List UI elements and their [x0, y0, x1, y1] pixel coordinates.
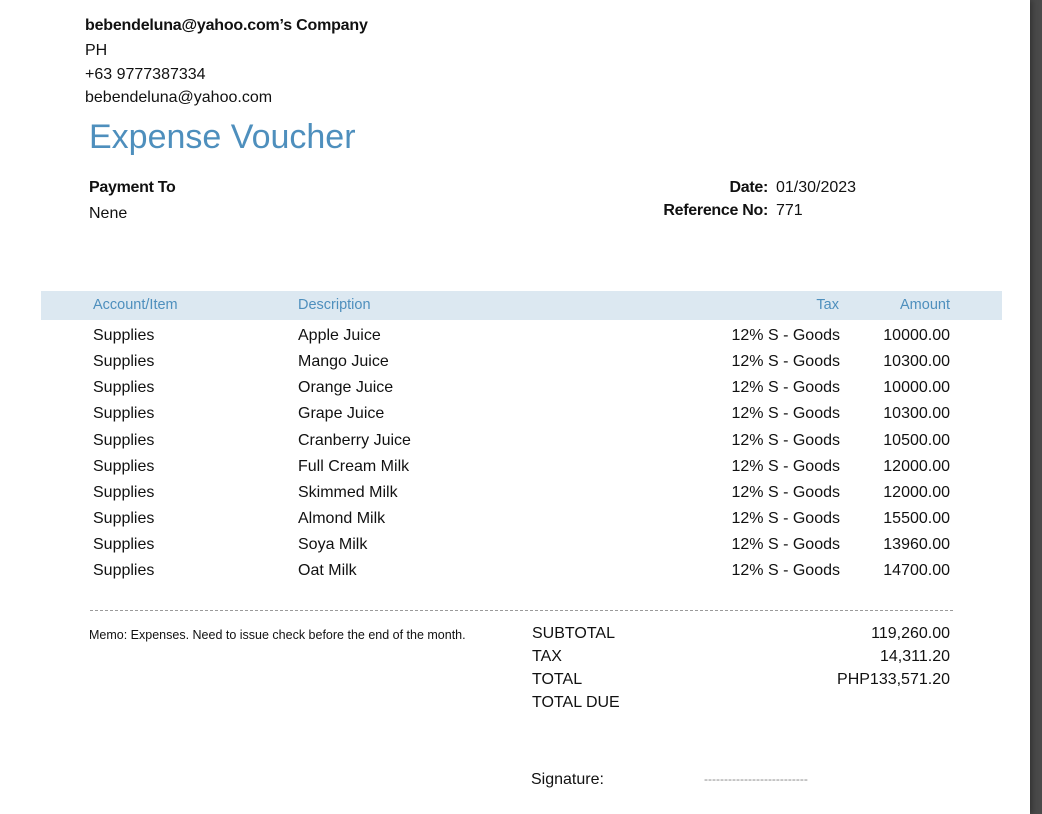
row-amount: 14700.00	[883, 562, 950, 579]
table-row	[0, 353, 1030, 379]
total-due-label: TOTAL DUE	[532, 694, 620, 711]
row-description: Mango Juice	[298, 353, 389, 370]
row-account: Supplies	[93, 510, 155, 527]
table-row	[0, 327, 1030, 353]
row-amount: 12000.00	[883, 484, 950, 501]
row-tax: 12% S - Goods	[731, 458, 840, 475]
reference-value: 771	[776, 202, 803, 219]
row-tax: 12% S - Goods	[731, 405, 840, 422]
row-description: Soya Milk	[298, 536, 368, 553]
table-row	[0, 379, 1030, 405]
row-amount: 10000.00	[883, 379, 950, 396]
row-amount: 12000.00	[883, 458, 950, 475]
row-account: Supplies	[93, 327, 155, 344]
row-amount: 10500.00	[883, 432, 950, 449]
row-account: Supplies	[93, 432, 155, 449]
row-tax: 12% S - Goods	[731, 327, 840, 344]
row-tax: 12% S - Goods	[731, 484, 840, 501]
row-account: Supplies	[93, 379, 155, 396]
table-row	[0, 536, 1030, 562]
total-value: PHP133,571.20	[837, 671, 950, 688]
table-row	[0, 562, 1030, 588]
row-description: Almond Milk	[298, 510, 386, 527]
row-tax: 12% S - Goods	[731, 379, 840, 396]
header-description: Description	[298, 297, 371, 313]
signature-label: Signature:	[531, 771, 604, 788]
row-tax: 12% S - Goods	[731, 432, 840, 449]
subtotal-label: SUBTOTAL	[532, 625, 615, 642]
row-account: Supplies	[93, 536, 155, 553]
header-amount: Amount	[900, 297, 950, 313]
header-tax: Tax	[816, 297, 839, 313]
page-title: Expense Voucher	[89, 118, 356, 156]
signature-line: --------------------------	[704, 772, 808, 786]
table-row	[0, 484, 1030, 510]
table-row	[0, 432, 1030, 458]
row-amount: 10300.00	[883, 353, 950, 370]
company-email: bebendeluna@yahoo.com	[85, 89, 273, 106]
row-account: Supplies	[93, 484, 155, 501]
row-description: Orange Juice	[298, 379, 394, 396]
tax-label: TAX	[532, 648, 562, 665]
row-tax: 12% S - Goods	[731, 536, 840, 553]
table-row	[0, 510, 1030, 536]
date-value: 01/30/2023	[776, 179, 857, 196]
row-amount: 13960.00	[883, 536, 950, 553]
company-country: PH	[85, 42, 108, 59]
row-description: Full Cream Milk	[298, 458, 410, 475]
row-account: Supplies	[93, 353, 155, 370]
company-name: bebendeluna@yahoo.com’s Company	[85, 17, 368, 34]
row-description: Cranberry Juice	[298, 432, 411, 449]
row-amount: 10000.00	[883, 327, 950, 344]
table-row	[0, 458, 1030, 484]
payee-name: Nene	[89, 205, 128, 222]
row-account: Supplies	[93, 562, 155, 579]
table-row	[0, 405, 1030, 431]
date-label: Date:	[729, 179, 768, 196]
subtotal-value: 119,260.00	[871, 625, 950, 642]
row-account: Supplies	[93, 458, 155, 475]
row-tax: 12% S - Goods	[731, 562, 840, 579]
tax-value: 14,311.20	[880, 648, 950, 665]
row-tax: 12% S - Goods	[731, 353, 840, 370]
totals-divider	[90, 610, 953, 611]
row-description: Skimmed Milk	[298, 484, 398, 501]
row-amount: 15500.00	[883, 510, 950, 527]
reference-label: Reference No:	[663, 202, 768, 219]
payment-to-label: Payment To	[89, 179, 176, 196]
row-amount: 10300.00	[883, 405, 950, 422]
row-account: Supplies	[93, 405, 155, 422]
row-description: Grape Juice	[298, 405, 385, 422]
row-description: Oat Milk	[298, 562, 357, 579]
total-label: TOTAL	[532, 671, 583, 688]
row-description: Apple Juice	[298, 327, 381, 344]
header-account: Account/Item	[93, 297, 178, 313]
memo-text: Memo: Expenses. Need to issue check before the end of the month.	[89, 628, 466, 642]
table-header	[41, 291, 1002, 320]
row-tax: 12% S - Goods	[731, 510, 840, 527]
company-phone: +63 9777387334	[85, 66, 206, 83]
